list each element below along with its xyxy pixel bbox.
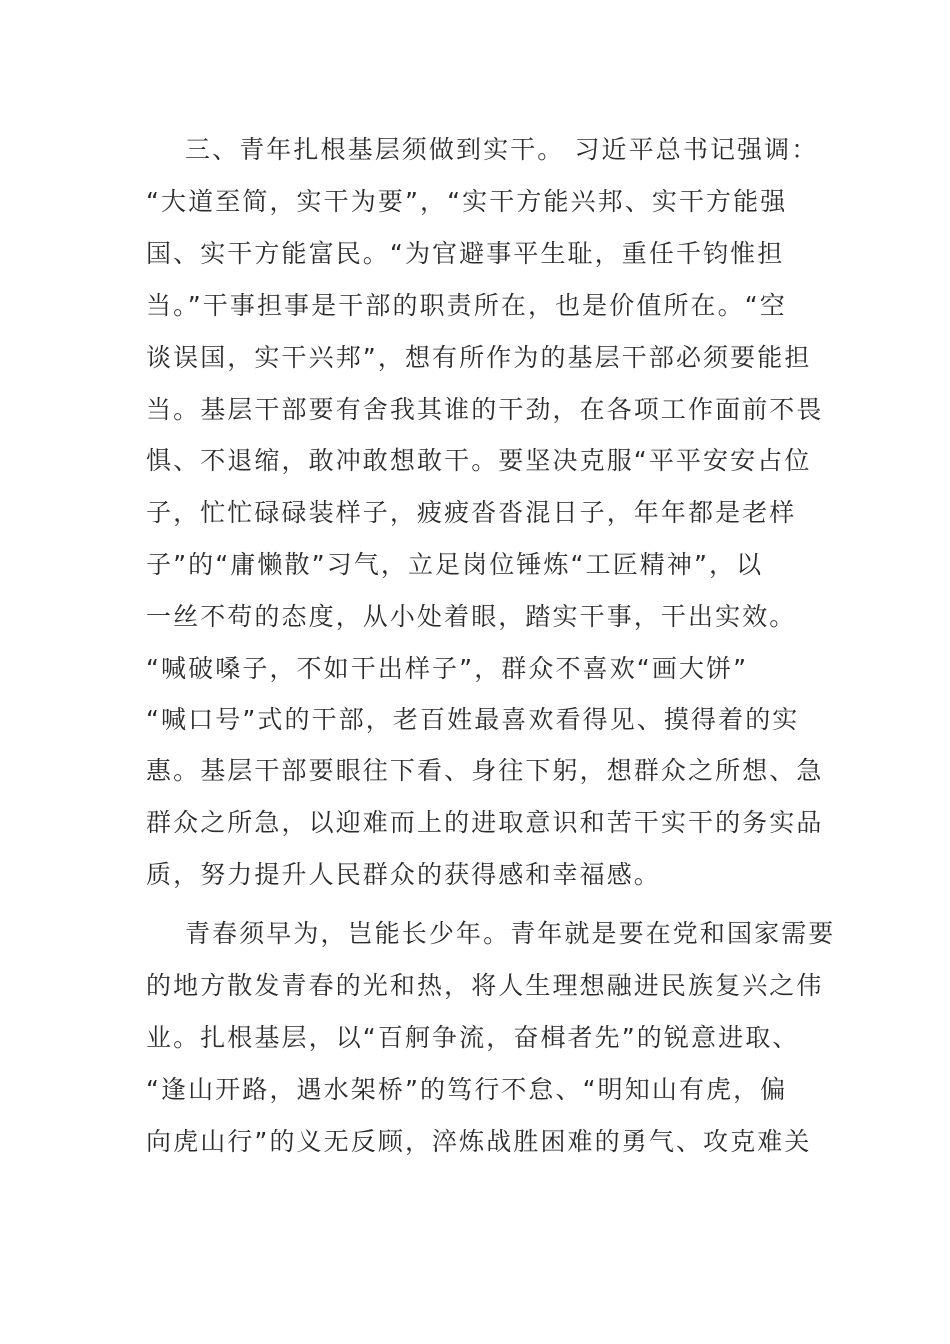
text-line: 向虎山行”的义无反顾，淬炼战胜困难的勇气、攻克难关 (146, 1127, 812, 1156)
text-line: 惠。基层干部要眼往下看、身往下躬，想群众之所想、急 (146, 756, 824, 785)
text-line: 质，努力提升人民群众的获得感和幸福感。 (146, 860, 661, 889)
text-line: 当。基层干部要有舍我其谁的干劲，在各项工作面前不畏 (146, 395, 824, 424)
text-line: 一丝不苟的态度，从小处着眼，踏实干事，干出实效。 (146, 602, 797, 631)
text-line: “逢山开路，遇水架桥”的笃行不怠、“明知山有虎，偏 (146, 1075, 788, 1104)
text-line: “喊破嗓子，不如干出样子”，群众不喜欢“画大饼” (146, 654, 749, 683)
text-line: 国、实干方能富民。“为官避事平生耻，重任千钧惟担 (146, 239, 785, 268)
text-line: 谈误国，实干兴邦”，想有所作为的基层干部必须要能担 (146, 343, 812, 372)
text-line: 的地方散发青春的光和热，将人生理想融进民族复兴之伟 (146, 971, 824, 1000)
text-line: 三、青年扎根基层须做到实干。 习近平总书记强调： (185, 135, 819, 164)
text-line: 青春须早为，岂能长少年。青年就是要在党和国家需要 (185, 919, 836, 948)
text-line: “喊口号”式的干部，老百姓最喜欢看得见、摸得着的实 (146, 705, 800, 734)
text-line: 子，忙忙碌碌装样子，疲疲沓沓混日子，年年都是老样 (146, 498, 797, 527)
text-line: 惧、不退缩，敢冲敢想敢干。要坚决克服“平平安安占位 (146, 446, 812, 475)
text-line: 子”的“庸懒散”习气，立足岗位锤炼“工匠精神”，以 (146, 550, 764, 579)
text-line: “大道至简，实干为要”，“实干方能兴邦、实干方能强 (146, 187, 788, 216)
text-line: 当。”干事担事是干部的职责所在，也是价值所在。“空 (146, 291, 787, 320)
text-line: 群众之所急，以迎难而上的进取意识和苦干实干的务实品 (146, 808, 824, 837)
text-line: 业。扎根基层，以“百舸争流，奋楫者先”的锐意进取、 (146, 1023, 800, 1052)
